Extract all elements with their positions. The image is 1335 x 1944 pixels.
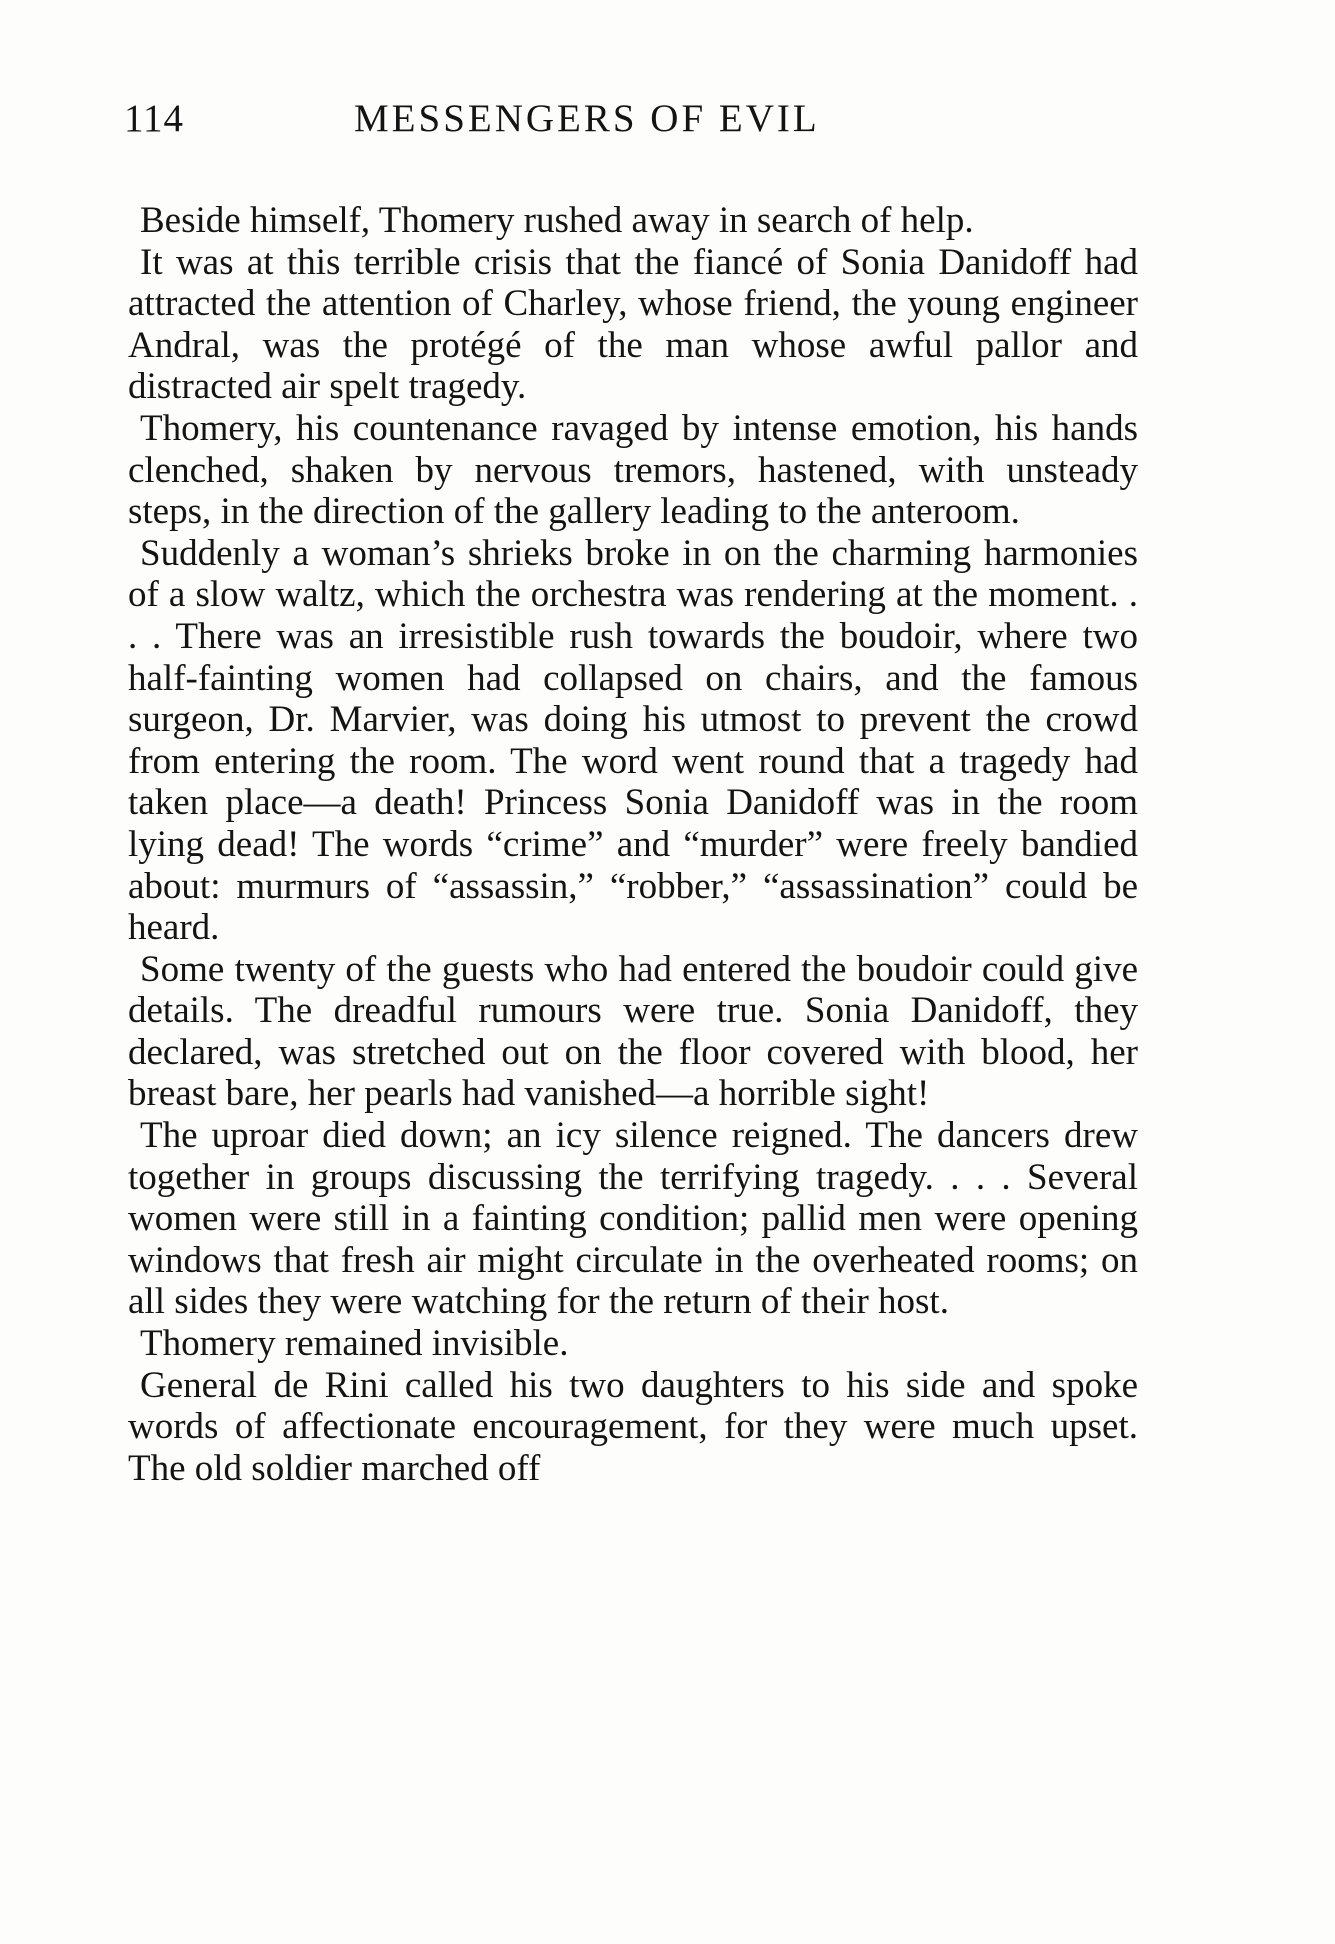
paragraph-4: Suddenly a woman’s shrieks broke in on the charming harmonies of a slow waltz, which the orchestra was rendering at the moment. . . . There was an irresistible rush towards the boudoir, where two half-fainting women had collapsed on chairs, and the famous surgeon, Dr. Marvier, was doing his utmost to prevent the crowd from entering the room. The word went round that a tragedy had taken place—a death! Princess Sonia Danidoff was in the room lying dead! The words “crime” and “murder” were freely bandied about: murmurs of “assassin,” “robber,” “assassination” could be heard.	[128, 532, 1138, 949]
paragraph-2: It was at this terrible crisis that the fiancé of Sonia Danidoff had attracted the attention of Charley, whose friend, the young engineer Andral, was the protégé of the man whose awful pallor and distracted air spelt tragedy.	[128, 241, 1138, 408]
paragraph-5: Some twenty of the guests who had entered the boudoir could give details. The dreadful rumours were true. Sonia Danidoff, they declared, was stretched out on the floor covered with blood, her breast bare, her pearls had vanished—a horrible sight!	[128, 948, 1138, 1115]
paragraph-6: The uproar died down; an icy silence reigned. The dancers drew together in groups discussing the terrifying tragedy. . . . Several women were still in a fainting condition; pallid men were opening windows that fresh air might circulate in the overheated rooms; on all sides they were watching for the return of their host.	[128, 1115, 1138, 1323]
paragraph-1: Beside himself, Thomery rushed away in search of help.	[140, 200, 974, 241]
paragraph-8: General de Rini called his two daughters to his side and spoke words of affectionate encouragement, for they were much upset. The old soldier marched off	[128, 1364, 1138, 1489]
paragraph-3: Thomery, his countenance ravaged by intense emotion, his hands clenched, shaken by nervous tremors, hastened, with unsteady steps, in the direction of the gallery leading to the anteroom.	[128, 407, 1138, 533]
running-title: MESSENGERS OF EVIL	[354, 97, 820, 140]
running-header	[124, 96, 1144, 156]
paragraph-7: Thomery remained invisible.	[140, 1323, 569, 1365]
body-text	[128, 200, 1138, 1489]
page-number: 114	[124, 97, 185, 140]
